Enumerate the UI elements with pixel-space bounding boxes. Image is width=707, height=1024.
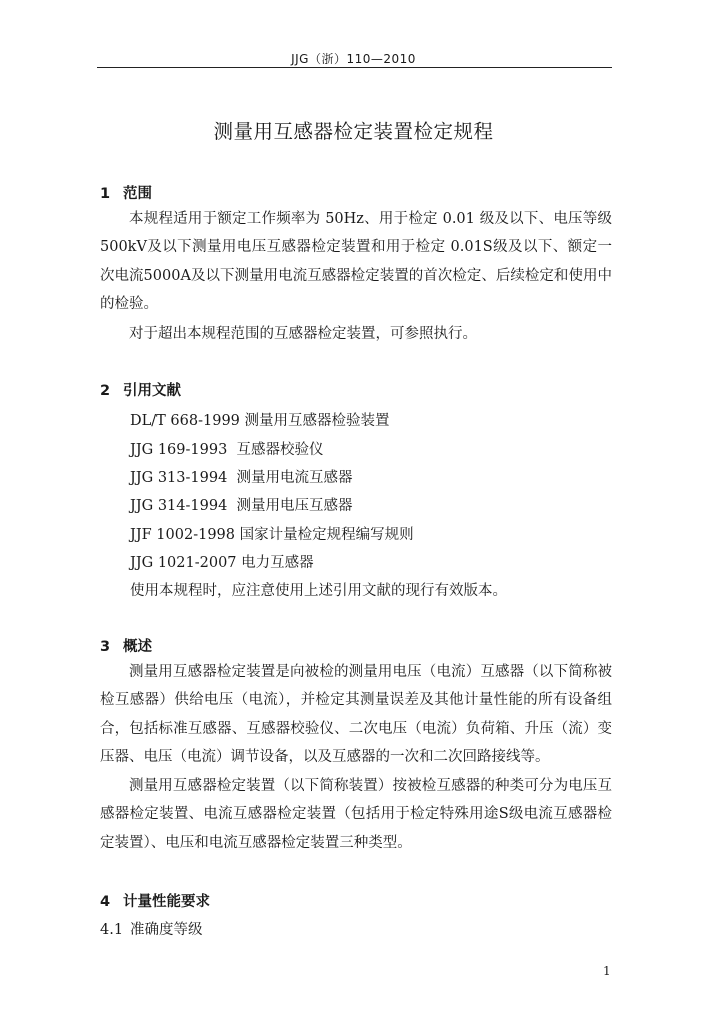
section-1-heading [100,182,152,203]
section-title: 概述 [123,639,152,655]
section-number: 3 [100,639,111,655]
reference-item: JJG 314-1994 测量用电压互感器 [130,498,353,514]
subsection-4-1 [100,918,203,939]
reference-item: JJG 313-1994 测量用电流互感器 [130,470,353,486]
section-number: 1 [100,186,111,202]
header-rule [97,67,612,68]
section-number: 4 [100,894,111,910]
reference-item: JJG 1021-2007 电力互感器 [130,555,314,571]
subsection-title: 准确度等级 [130,922,203,938]
overview-paragraph-1: 测量用互感器检定装置是向被检的测量用电压（电流）互感器（以下简称被检互感器）供给电压（电流），并检定其测量误差及其他计量性能的所有设备组合，包括标准互感器、互感器校验仪、二次电压（电流）负荷箱、升压（流）变压器、电压（电流）调节设备，以及互感器的一次和二次回路接线等。 [100,664,612,766]
section-4-heading [100,890,210,911]
section-number: 2 [100,383,111,399]
section-2-heading [100,379,181,400]
reference-note: 使用本规程时，应注意使用上述引用文献的现行有效版本。 [130,583,507,599]
standard-code: JJG（浙）110—2010 [291,52,416,66]
section-title: 计量性能要求 [123,894,210,910]
page-number: 1 [603,964,611,978]
scope-paragraph-1: 本规程适用于额定工作频率为 50Hz、用于检定 0.01 级及以下、电压等级500kV及以下测量用电压互感器检定装置和用于检定 0.01S级及以下、额定一次电流5000A及以下测量用电流互感器检定装置的首次检定、后续检定和使用中的检验。 [100,211,612,313]
overview-paragraph-2: 测量用互感器检定装置（以下简称装置）按被检互感器的种类可分为电压互感器检定装置、电流互感器检定装置（包括用于检定特殊用途S级电流互感器检定装置）、电压和电流互感器检定装置三种类型。 [100,778,612,851]
section-3-heading [100,635,152,656]
reference-item: DL/T 668-1999 测量用互感器检验装置 [130,413,390,429]
section-title: 范围 [123,186,152,202]
reference-item: JJG 169-1993 互感器校验仪 [130,442,324,458]
document-title: 测量用互感器检定装置检定规程 [213,120,494,143]
subsection-number: 4.1 [100,922,124,938]
reference-item: JJF 1002-1998 国家计量检定规程编写规则 [130,527,414,543]
section-title: 引用文献 [123,383,181,399]
scope-paragraph-2: 对于超出本规程范围的互感器检定装置，可参照执行。 [129,326,477,342]
